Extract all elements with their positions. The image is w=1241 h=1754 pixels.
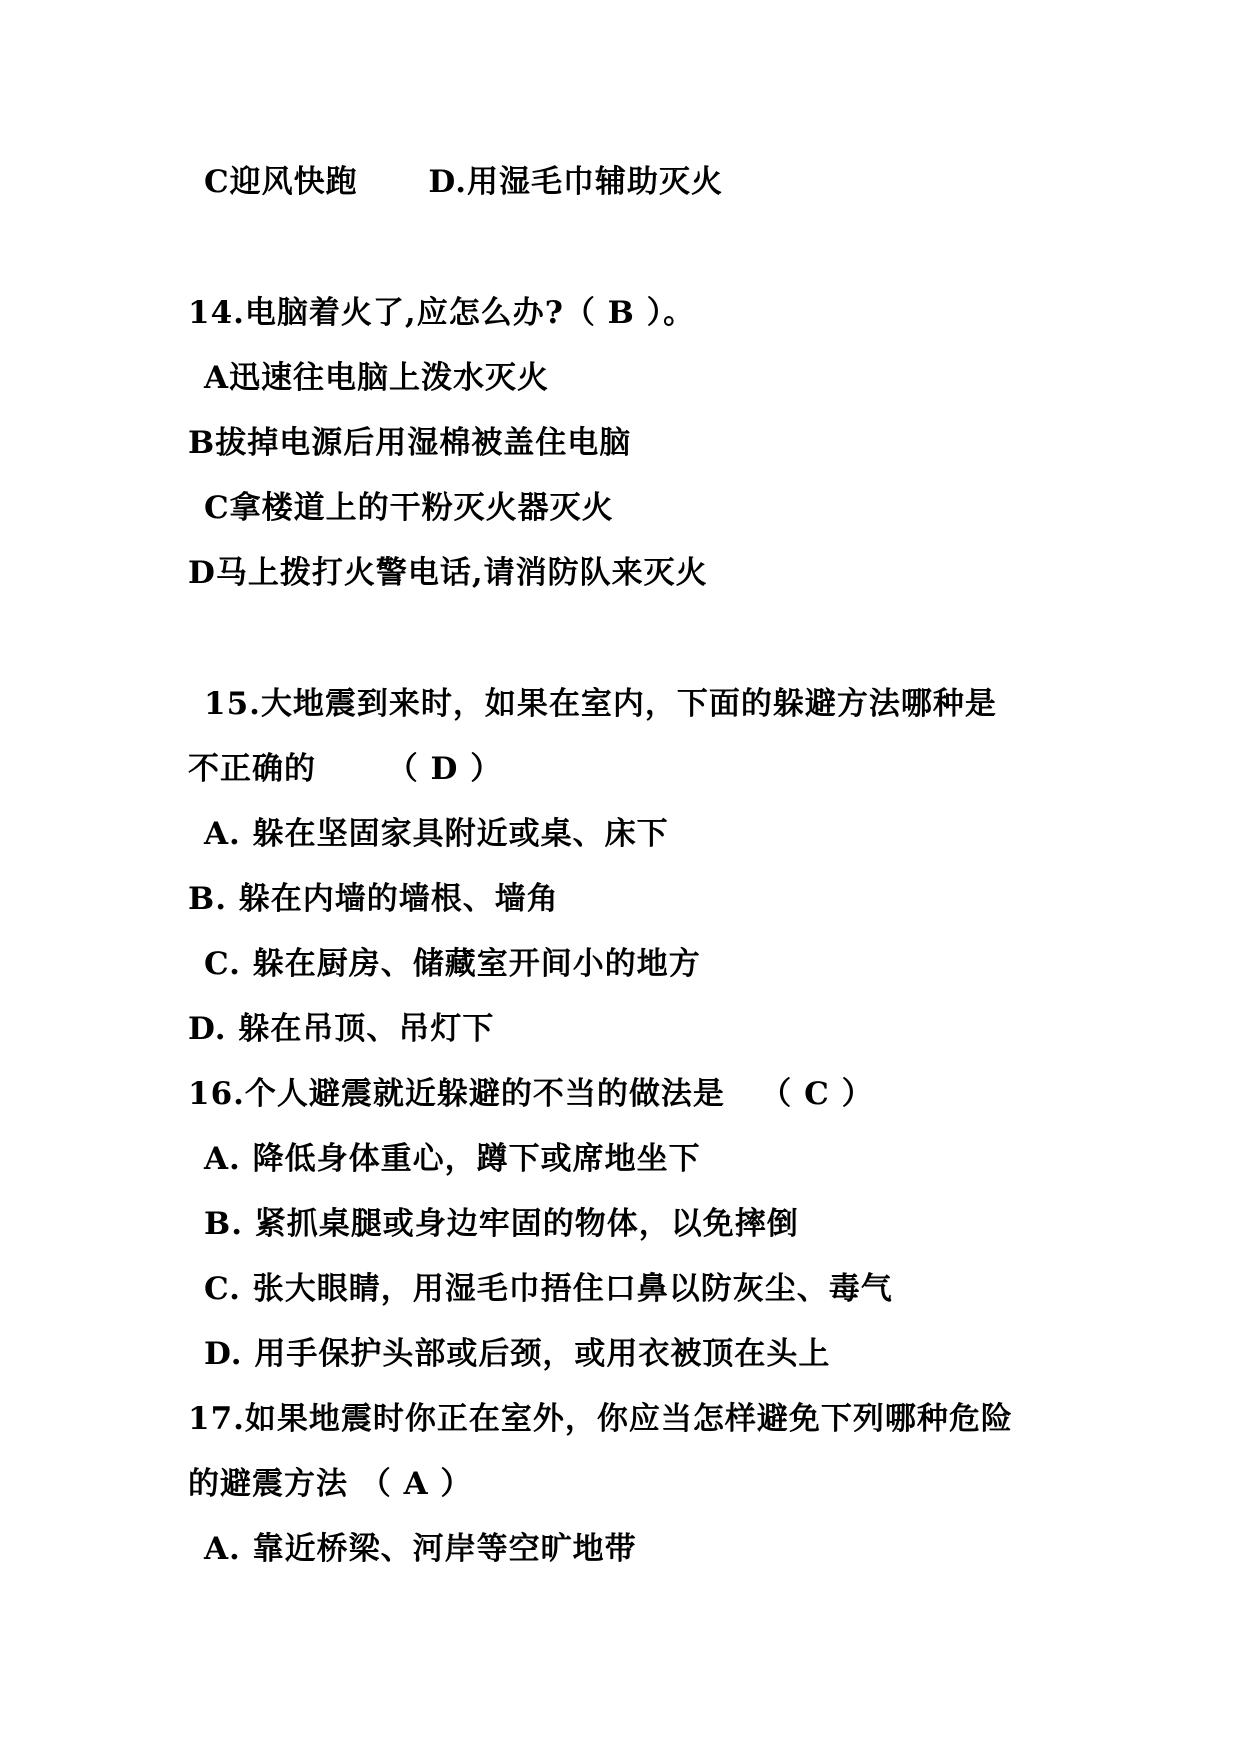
q14-question: 14.电脑着火了,应怎么办?（ B ）。 <box>188 295 696 331</box>
q16-option-b: B. 紧抓桌腿或身边牢固的物体，以免摔倒 <box>204 1206 799 1242</box>
q17-question-line2: 的避震方法 （ A ） <box>188 1466 473 1502</box>
q15-question-line1: 15.大地震到来时，如果在室内，下面的躲避方法哪种是 <box>204 686 997 722</box>
q14-option-d: D马上拨打火警电话,请消防队来灭火 <box>188 555 708 591</box>
q15-option-d: D. 躲在吊顶、吊灯下 <box>188 1011 495 1047</box>
q16-option-d: D. 用手保护头部或后颈，或用衣被顶在头上 <box>204 1336 831 1372</box>
q14-option-a: A迅速往电脑上泼水灭火 <box>204 360 550 396</box>
q15-option-b: B. 躲在内墙的墙根、墙角 <box>188 881 559 917</box>
q16-option-a: A. 降低身体重心，蹲下或席地坐下 <box>204 1141 701 1177</box>
q17-question-line1: 17.如果地震时你正在室外，你应当怎样避免下列哪种危险 <box>188 1401 1013 1437</box>
q15-option-c: C. 躲在厨房、储藏室开间小的地方 <box>204 946 701 982</box>
q16-question: 16.个人避震就近躲避的不当的做法是 （ C ） <box>188 1076 874 1112</box>
q16-option-c: C. 张大眼睛，用湿毛巾捂住口鼻以防灰尘、毒气 <box>204 1271 893 1307</box>
q13-options-cd: C迎风快跑 D.用湿毛巾辅助灭火 <box>204 164 723 200</box>
q14-option-b: B拔掉电源后用湿棉被盖住电脑 <box>188 425 632 461</box>
q15-option-a: A. 躲在坚固家具附近或桌、床下 <box>204 816 669 852</box>
q14-option-c: C拿楼道上的干粉灭火器灭火 <box>204 490 614 526</box>
q17-option-a: A. 靠近桥梁、河岸等空旷地带 <box>204 1531 637 1567</box>
q15-question-line2: 不正确的 （ D ） <box>188 751 503 787</box>
